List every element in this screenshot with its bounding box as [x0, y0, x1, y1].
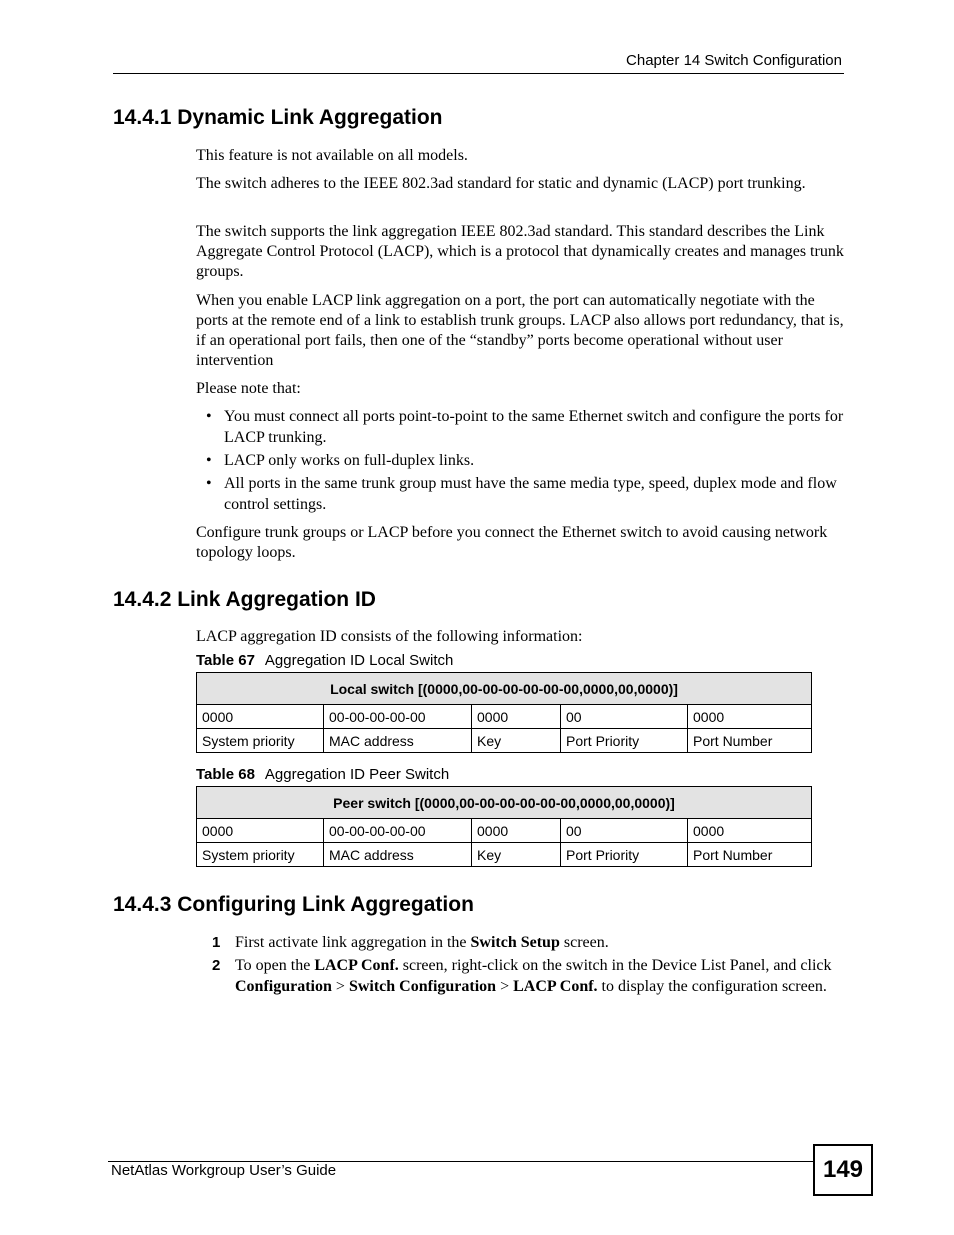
step-number: 2: [212, 957, 221, 974]
table-cell: 00-00-00-00-00: [324, 705, 472, 729]
paragraph-configure-trunk: Configure trunk groups or LACP before you connect the Ethernet switch to avoid causing network topology loops.: [196, 524, 828, 561]
paragraph-lacp-negotiation: When you enable LACP link aggregation on a port, the port can automatically negotiate with the ports at the remote end of a link to establish trunk groups. LACP also allows port redundancy, that is, if an operational port fails, then one of the “standby” ports become operational without user intervention: [196, 292, 844, 369]
table-cell: 00: [561, 819, 688, 843]
table-row: [197, 843, 812, 867]
paragraph-availability: This feature is not available on all models.: [196, 147, 468, 164]
table-cell: Port Number: [688, 843, 812, 867]
paragraph-aggregation-id-intro: LACP aggregation ID consists of the following information:: [196, 628, 583, 645]
section-heading-dynamic-link-aggregation: 14.4.1 Dynamic Link Aggregation: [113, 106, 443, 129]
table-title: Aggregation ID Local Switch: [264, 652, 454, 669]
table-cell: 00: [561, 705, 688, 729]
table-cell: Key: [472, 729, 561, 753]
step-text: To open the LACP Conf. screen, right-click on the switch in the Device List Panel, and click Configuration > Switch Configuration > LACP Conf. to display the configuration screen.: [235, 957, 844, 995]
step-number: 1: [212, 934, 221, 951]
table-cell: Port Number: [688, 729, 812, 753]
bullet-text: LACP only works on full-duplex links.: [224, 452, 475, 469]
running-header: Chapter 14 Switch Configuration: [626, 52, 842, 69]
table-caption: [196, 766, 449, 783]
table-row: [197, 819, 812, 843]
table-label: Table 67: [196, 652, 255, 669]
table-header: Local switch [(0000,00-00-00-00-00-00,0000,00,0000)]: [197, 673, 812, 705]
paragraph-lacp-description: The switch supports the link aggregation IEEE 802.3ad standard. This standard describes the Link Aggregate Control Protocol (LACP), which is a protocol that dynamically creates and manages trunk groups.: [196, 223, 844, 280]
table-cell: 0000: [197, 819, 324, 843]
aggregation-id-local-switch-table: [196, 672, 812, 753]
ui-term: LACP Conf.: [314, 957, 399, 974]
section-heading-configuring-link-aggregation: 14.4.3 Configuring Link Aggregation: [113, 893, 474, 916]
table-cell: 0000: [197, 705, 324, 729]
bullet-dot-icon: •: [206, 475, 212, 492]
ui-term: Switch Configuration: [348, 977, 497, 995]
table-cell: Key: [472, 843, 561, 867]
aggregation-id-peer-switch-table: [196, 786, 812, 867]
table-cell: MAC address: [324, 843, 472, 867]
step-text: First activate link aggregation in the Switch Setup screen.: [235, 934, 609, 951]
footer-guide-title: NetAtlas Workgroup User’s Guide: [111, 1162, 337, 1179]
bullet-text: You must connect all ports point-to-point to the same Ethernet switch and configure the ports for LACP trunking.: [224, 408, 844, 446]
table-cell: System priority: [197, 729, 324, 753]
table-title: Aggregation ID Peer Switch: [264, 766, 450, 783]
table-label: Table 68: [196, 766, 255, 783]
table-cell: 0000: [688, 819, 812, 843]
table-row: [197, 729, 812, 753]
ui-term: LACP Conf.: [513, 977, 598, 995]
table-cell: System priority: [197, 843, 324, 867]
ui-term: Switch Setup: [470, 934, 560, 951]
paragraph-ieee-standard: The switch adheres to the IEEE 802.3ad standard for static and dynamic (LACP) port trunking.: [196, 175, 806, 192]
table-row: [197, 705, 812, 729]
paragraph-please-note: Please note that:: [196, 380, 301, 397]
bullet-text: All ports in the same trunk group must have the same media type, speed, duplex mode and flow control settings.: [224, 475, 837, 513]
page-number: 149: [813, 1144, 873, 1196]
ui-term: Configuration: [235, 977, 332, 995]
table-cell: Port Priority: [561, 729, 688, 753]
section-heading-link-aggregation-id: 14.4.2 Link Aggregation ID: [113, 588, 376, 611]
table-cell: 0000: [472, 819, 561, 843]
table-caption: [196, 652, 453, 669]
table-header: Peer switch [(0000,00-00-00-00-00-00,0000,00,0000)]: [197, 787, 812, 819]
table-cell: MAC address: [324, 729, 472, 753]
bullet-dot-icon: •: [206, 408, 212, 425]
table-cell: 0000: [688, 705, 812, 729]
bullet-dot-icon: •: [206, 452, 212, 469]
table-cell: 0000: [472, 705, 561, 729]
table-cell: Port Priority: [561, 843, 688, 867]
table-cell: 00-00-00-00-00: [324, 819, 472, 843]
header-rule: [113, 73, 844, 74]
